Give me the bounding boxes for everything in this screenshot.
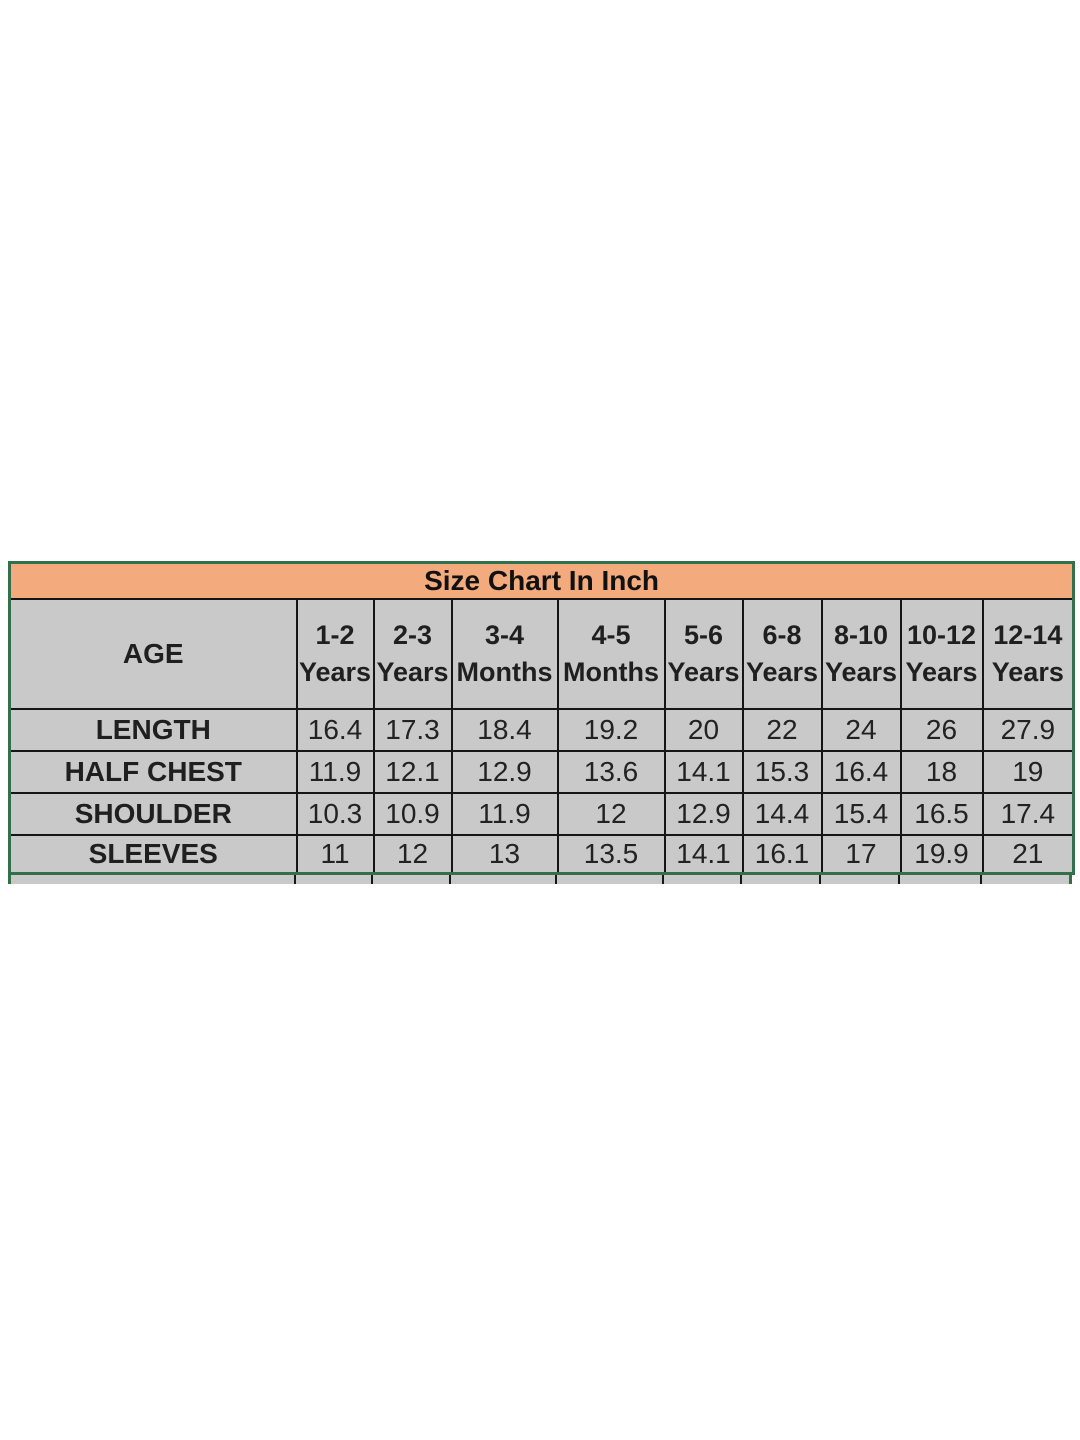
value-cell: 14.1 <box>665 835 743 874</box>
value-cell: 12.1 <box>374 751 452 793</box>
value-cell: 12.9 <box>665 793 743 835</box>
value-cell: 14.4 <box>743 793 822 835</box>
value-cell: 17 <box>822 835 901 874</box>
header-row <box>10 599 1074 709</box>
size-chart <box>8 561 1072 884</box>
value-cell: 17.4 <box>983 793 1074 835</box>
age-corner-cell: AGE <box>10 599 297 709</box>
value-cell: 12.9 <box>452 751 558 793</box>
value-cell: 13 <box>452 835 558 874</box>
table-row-shoulder <box>10 793 1074 835</box>
value-cell: 10.3 <box>297 793 374 835</box>
value-cell: 19 <box>983 751 1074 793</box>
value-cell: 16.1 <box>743 835 822 874</box>
column-header-8-10-years: 8-10 Years <box>822 599 901 709</box>
value-cell: 11.9 <box>452 793 558 835</box>
cutoff-partial-row <box>8 875 1072 884</box>
value-cell: 21 <box>983 835 1074 874</box>
column-header-12-14-years: 12-14 Years <box>983 599 1074 709</box>
table-row-length <box>10 709 1074 751</box>
value-cell: 12 <box>558 793 665 835</box>
row-label-length: LENGTH <box>10 709 297 751</box>
row-label-shoulder: SHOULDER <box>10 793 297 835</box>
column-header-4-5-months: 4-5 Months <box>558 599 665 709</box>
value-cell: 20 <box>665 709 743 751</box>
value-cell: 13.5 <box>558 835 665 874</box>
value-cell: 18 <box>901 751 983 793</box>
value-cell: 17.3 <box>374 709 452 751</box>
value-cell: 11.9 <box>297 751 374 793</box>
value-cell: 16.4 <box>297 709 374 751</box>
chart-title: Size Chart In Inch <box>10 563 1074 599</box>
value-cell: 13.6 <box>558 751 665 793</box>
column-header-5-6-years: 5-6 Years <box>665 599 743 709</box>
value-cell: 15.3 <box>743 751 822 793</box>
column-header-10-12-years: 10-12 Years <box>901 599 983 709</box>
value-cell: 15.4 <box>822 793 901 835</box>
value-cell: 19.9 <box>901 835 983 874</box>
value-cell: 16.4 <box>822 751 901 793</box>
size-chart-table <box>8 561 1075 875</box>
value-cell: 24 <box>822 709 901 751</box>
value-cell: 26 <box>901 709 983 751</box>
table-row-half-chest <box>10 751 1074 793</box>
value-cell: 14.1 <box>665 751 743 793</box>
value-cell: 11 <box>297 835 374 874</box>
value-cell: 22 <box>743 709 822 751</box>
value-cell: 18.4 <box>452 709 558 751</box>
column-header-3-4-months: 3-4 Months <box>452 599 558 709</box>
value-cell: 12 <box>374 835 452 874</box>
column-header-1-2-years: 1-2 Years <box>297 599 374 709</box>
value-cell: 10.9 <box>374 793 452 835</box>
row-label-half-chest: HALF CHEST <box>10 751 297 793</box>
title-row <box>10 563 1074 599</box>
column-header-6-8-years: 6-8 Years <box>743 599 822 709</box>
value-cell: 16.5 <box>901 793 983 835</box>
value-cell: 27.9 <box>983 709 1074 751</box>
row-label-sleeves: SLEEVES <box>10 835 297 874</box>
column-header-2-3-years: 2-3 Years <box>374 599 452 709</box>
table-row-sleeves <box>10 835 1074 874</box>
value-cell: 19.2 <box>558 709 665 751</box>
